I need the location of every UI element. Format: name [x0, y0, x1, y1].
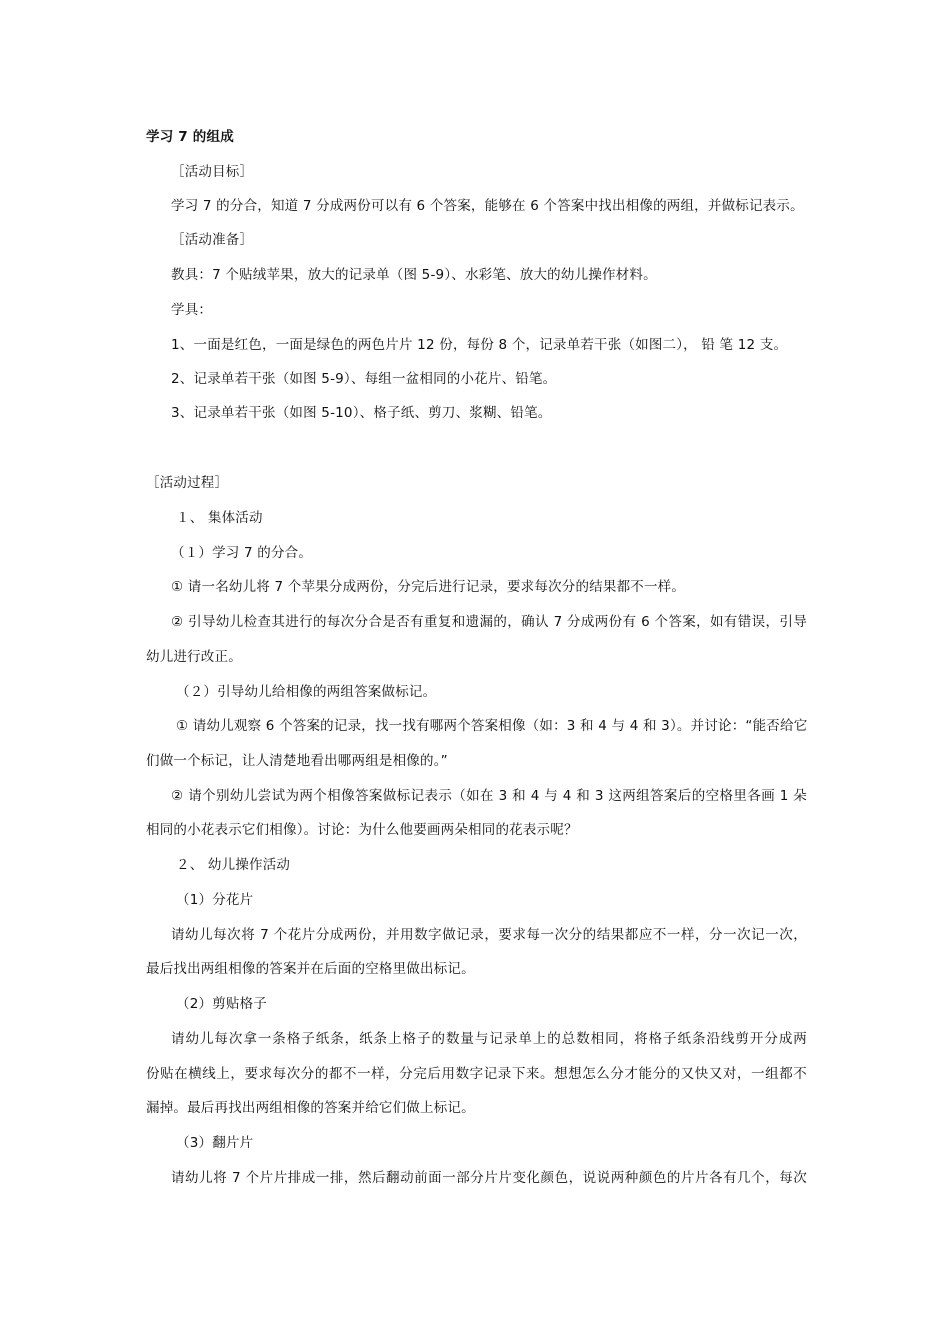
section2-sub1-line2: 最后找出两组相像的答案并在后面的空格里做出标记。 — [146, 961, 475, 977]
section1-item4-line1: ② 请个别幼儿尝试为两个相像答案做标记表示（如在 3 和 4 与 4 和 3 这两组答案后的空格里各画 1 朵 — [171, 788, 807, 804]
teaching-aids: 教具：7 个贴绒苹果，放大的记录单（图 5-9）、水彩笔、放大的幼儿操作材料。 — [171, 267, 657, 283]
section1-item3-line1: ① 请幼儿观察 6 个答案的记录，找一找有哪两个答案相像（如：3 和 4 与 4 和 3）。并讨论：“能否给它 — [176, 718, 808, 734]
section1-heading: １、 集体活动 — [176, 510, 263, 526]
section2-sub3-line1: 请幼儿将 7 个片片排成一排，然后翻动前面一部分片片变化颜色，说说两种颜色的片片各有几个，每次 — [171, 1170, 807, 1186]
goal-heading: ［活动目标］ — [171, 164, 254, 180]
section2-sub2-line2: 份贴在横线上，要求每次分的都不一样，分完后用数字记录下来。想想怎么分才能分的又快又对，一组都不 — [146, 1066, 807, 1082]
section2-sub2-line3: 漏掉。最后再找出两组相像的答案并给它们做上标记。 — [146, 1100, 475, 1116]
section1-item1: ① 请一名幼儿将 7 个苹果分成两份，分完后进行记录，要求每次分的结果都不一样。 — [171, 579, 686, 595]
section2-sub1: （1）分花片 — [176, 892, 254, 908]
section1-item2-line2: 幼儿进行改正。 — [146, 649, 242, 665]
process-heading: ［活动过程］ — [146, 475, 229, 491]
learning-aid-item: 1、一面是红色，一面是绿色的两色片片 12 份，每份 8 个，记录单若干张（如图二）， 铅 笔 12 支。 — [171, 337, 788, 353]
learning-aid-item: 2、记录单若干张（如图 5-9）、每组一盆相同的小花片、铅笔。 — [171, 371, 557, 387]
prep-heading: ［活动准备］ — [171, 232, 254, 248]
section1-sub1: （１）学习 7 的分合。 — [171, 545, 313, 561]
section1-item4-line2: 相同的小花表示它们相像）。讨论：为什么他要画两朵相同的花表示呢？ — [146, 822, 578, 838]
section1-item2-line1: ② 引导幼儿检查其进行的每次分合是否有重复和遗漏的，确认 7 分成两份有 6 个答案，如有错误，引导 — [171, 614, 807, 630]
section2-sub2-line1: 请幼儿每次拿一条格子纸条，纸条上格子的数量与记录单上的总数相同，将格子纸条沿线剪开分成两 — [171, 1031, 807, 1047]
section1-sub2: （２）引导幼儿给相像的两组答案做标记。 — [176, 684, 437, 700]
goal-text: 学习 7 的分合，知道 7 分成两份可以有 6 个答案，能够在 6 个答案中找出相像的两组，并做标记表示。 — [171, 198, 804, 214]
section2-sub3: （3）翻片片 — [176, 1135, 254, 1151]
section1-item3-line2: 们做一个标记，让人清楚地看出哪两组是相像的。” — [146, 753, 448, 769]
section2-sub1-line1: 请幼儿每次将 7 个花片分成两份，并用数字做记录，要求每一次分的结果都应不一样，分一次记一次， — [171, 927, 807, 943]
learning-aids-label: 学具： — [171, 302, 213, 318]
section2-sub2: （2）剪贴格子 — [176, 996, 267, 1012]
section2-heading: ２、 幼儿操作活动 — [176, 857, 291, 873]
document-title: 学习 7 的组成 — [146, 129, 234, 145]
learning-aid-item: 3、记录单若干张（如图 5-10）、格子纸、剪刀、浆糊、铅笔。 — [171, 405, 552, 421]
